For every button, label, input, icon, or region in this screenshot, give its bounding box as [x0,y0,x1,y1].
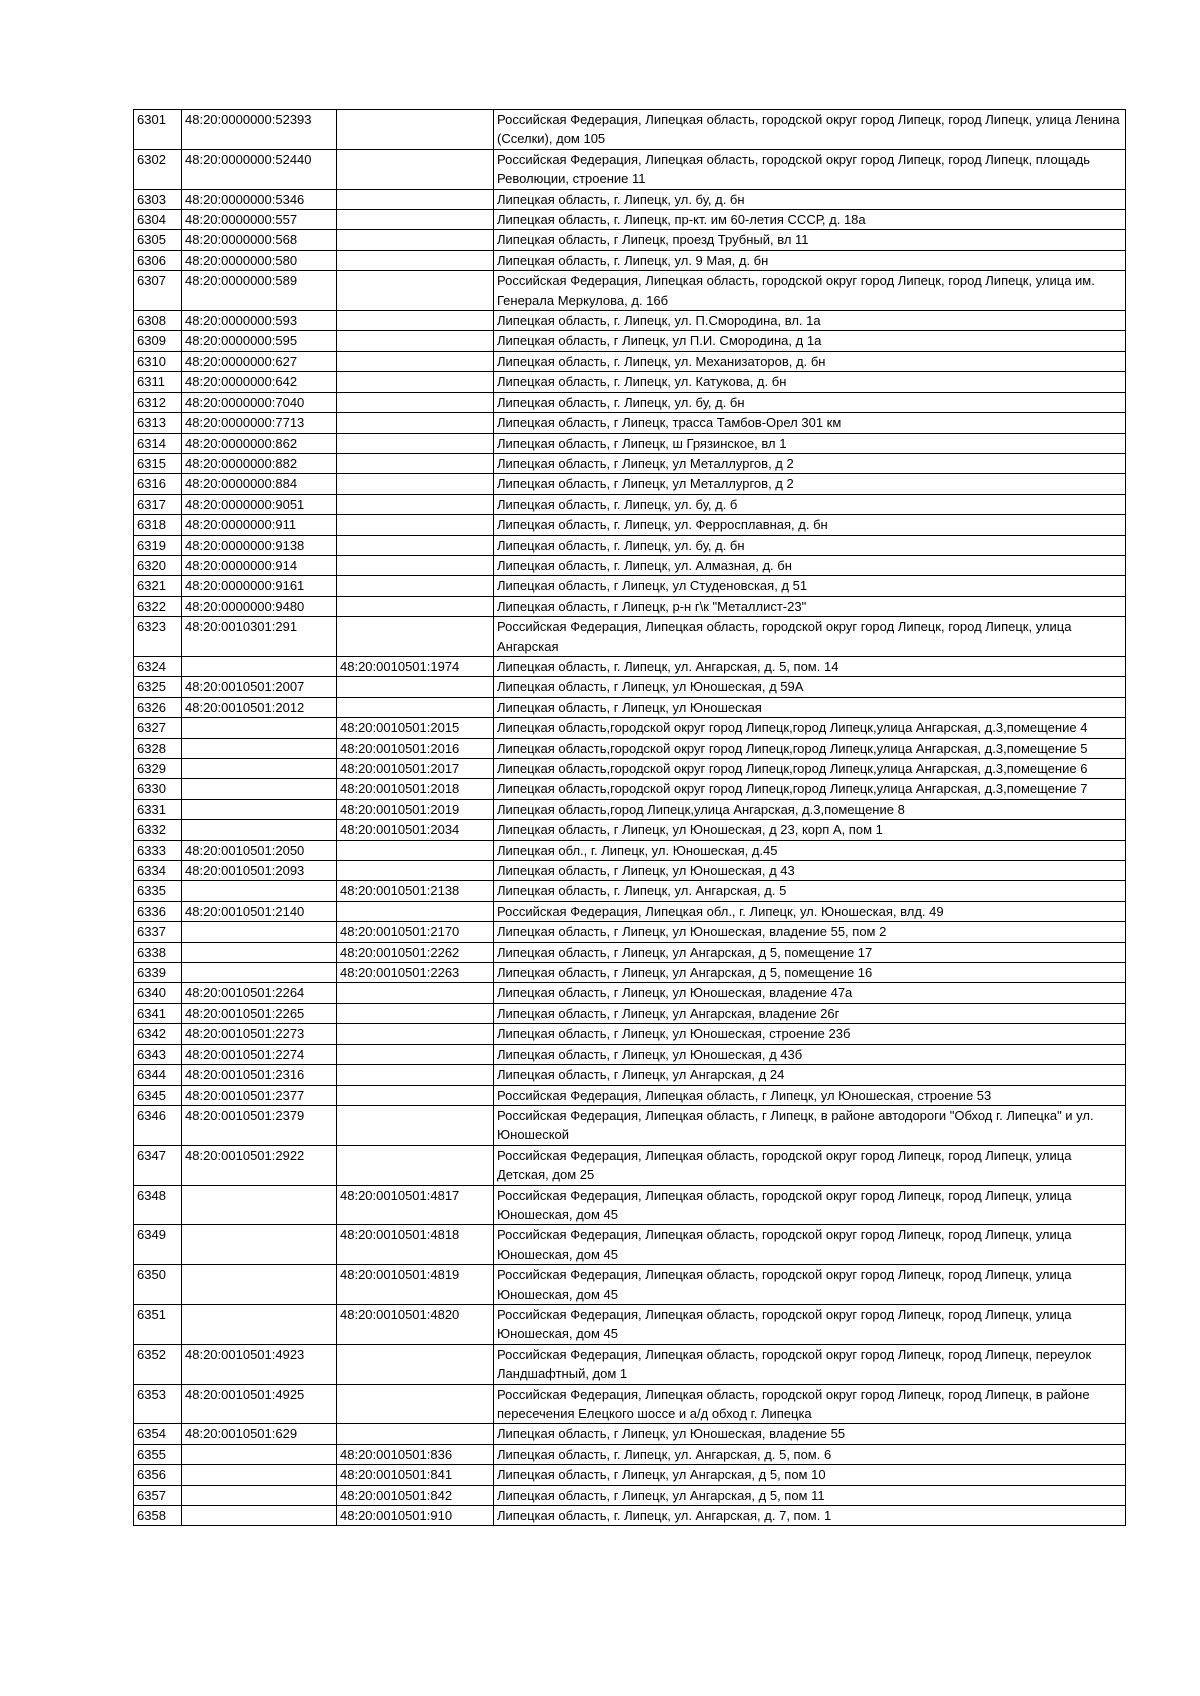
object-cadastral-number-cell [337,1424,494,1444]
row-number-cell: 6358 [134,1506,182,1526]
row-number-cell: 6315 [134,453,182,473]
land-cadastral-number-cell: 48:20:0000000:9051 [182,494,337,514]
land-cadastral-number-cell [182,799,337,819]
table-body [134,110,1126,1526]
object-cadastral-number-cell [337,250,494,270]
object-cadastral-number-cell: 48:20:0010501:4817 [337,1185,494,1225]
object-cadastral-number-cell [337,535,494,555]
row-number-cell: 6334 [134,861,182,881]
land-cadastral-number-cell [182,881,337,901]
cadastral-table [133,109,1126,1526]
address-cell: Российская Федерация, Липецкая область, городской округ город Липецк, город Липецк, улица Юношеская, дом 45 [494,1185,1126,1225]
row-number-cell: 6301 [134,110,182,150]
row-number-cell: 6338 [134,942,182,962]
land-cadastral-number-cell: 48:20:0000000:9161 [182,576,337,596]
land-cadastral-number-cell: 48:20:0010501:2140 [182,901,337,921]
row-number-cell: 6333 [134,840,182,860]
address-cell: Российская Федерация, Липецкая область, городской округ город Липецк, город Липецк, площадь Революции, строение 11 [494,149,1126,189]
land-cadastral-number-cell: 48:20:0000000:9138 [182,535,337,555]
land-cadastral-number-cell: 48:20:0000000:911 [182,515,337,535]
table-row [134,1085,1126,1105]
row-number-cell: 6352 [134,1344,182,1384]
table-row [134,1105,1126,1145]
row-number-cell: 6323 [134,617,182,657]
object-cadastral-number-cell [337,1024,494,1044]
address-cell: Липецкая область, г. Липецк, ул. Ангарская, д. 7, пом. 1 [494,1506,1126,1526]
table-row [134,576,1126,596]
table-row [134,861,1126,881]
table-row [134,453,1126,473]
land-cadastral-number-cell: 48:20:0010501:2377 [182,1085,337,1105]
table-row [134,433,1126,453]
table-row [134,759,1126,779]
table-row [134,942,1126,962]
table-row [134,1444,1126,1464]
address-cell: Липецкая область, г Липецк, ул Ангарская, д 5, помещение 16 [494,963,1126,983]
address-cell: Российская Федерация, Липецкая область, городской округ город Липецк, город Липецк, улица им. Генерала Меркулова, д. 16б [494,271,1126,311]
table-row [134,1145,1126,1185]
land-cadastral-number-cell [182,759,337,779]
address-cell: Липецкая область, г Липецк, ул Ангарская, д 5, пом 11 [494,1485,1126,1505]
address-cell: Российская Федерация, Липецкая область, городской округ город Липецк, город Липецк, улица Юношеская, дом 45 [494,1304,1126,1344]
table-row [134,718,1126,738]
address-cell: Российская Федерация, Липецкая область, г Липецк, в районе автодороги "Обход г. Липецка" и ул. Юношеской [494,1105,1126,1145]
land-cadastral-number-cell [182,922,337,942]
address-cell: Липецкая область, г. Липецк, ул. бу, д. бн [494,535,1126,555]
row-number-cell: 6312 [134,392,182,412]
table-row [134,110,1126,150]
object-cadastral-number-cell [337,1344,494,1384]
object-cadastral-number-cell [337,901,494,921]
address-cell: Липецкая область, г Липецк, ул Ангарская, владение 26г [494,1003,1126,1023]
land-cadastral-number-cell [182,1465,337,1485]
object-cadastral-number-cell: 48:20:0010501:836 [337,1444,494,1464]
address-cell: Липецкая область, г Липецк, ш Грязинское, вл 1 [494,433,1126,453]
table-row [134,331,1126,351]
object-cadastral-number-cell [337,311,494,331]
object-cadastral-number-cell [337,1044,494,1064]
land-cadastral-number-cell [182,718,337,738]
address-cell: Российская Федерация, Липецкая область, городской округ город Липецк, город Липецк, улица Детская, дом 25 [494,1145,1126,1185]
address-cell: Липецкая область,городской округ город Липецк,город Липецк,улица Ангарская, д.3,помещение 5 [494,738,1126,758]
object-cadastral-number-cell [337,149,494,189]
object-cadastral-number-cell: 48:20:0010501:4818 [337,1225,494,1265]
row-number-cell: 6335 [134,881,182,901]
land-cadastral-number-cell [182,1225,337,1265]
table-row [134,1003,1126,1023]
address-cell: Липецкая область, г Липецк, проезд Трубный, вл 11 [494,230,1126,250]
address-cell: Липецкая область, г Липецк, ул Ангарская, д 24 [494,1065,1126,1085]
land-cadastral-number-cell: 48:20:0000000:595 [182,331,337,351]
land-cadastral-number-cell [182,1304,337,1344]
address-cell: Липецкая область, г. Липецк, ул. бу, д. бн [494,189,1126,209]
land-cadastral-number-cell [182,1506,337,1526]
address-cell: Липецкая область,городской округ город Липецк,город Липецк,улица Ангарская, д.3,помещение 4 [494,718,1126,738]
object-cadastral-number-cell: 48:20:0010501:2262 [337,942,494,962]
row-number-cell: 6342 [134,1024,182,1044]
land-cadastral-number-cell: 48:20:0000000:52440 [182,149,337,189]
land-cadastral-number-cell: 48:20:0000000:7713 [182,413,337,433]
table-row [134,1225,1126,1265]
row-number-cell: 6348 [134,1185,182,1225]
table-row [134,149,1126,189]
object-cadastral-number-cell [337,515,494,535]
land-cadastral-number-cell [182,820,337,840]
row-number-cell: 6326 [134,697,182,717]
land-cadastral-number-cell: 48:20:0000000:627 [182,351,337,371]
land-cadastral-number-cell: 48:20:0000000:884 [182,474,337,494]
object-cadastral-number-cell [337,351,494,371]
land-cadastral-number-cell: 48:20:0000000:642 [182,372,337,392]
row-number-cell: 6320 [134,555,182,575]
row-number-cell: 6340 [134,983,182,1003]
row-number-cell: 6345 [134,1085,182,1105]
table-row [134,535,1126,555]
row-number-cell: 6321 [134,576,182,596]
object-cadastral-number-cell [337,413,494,433]
object-cadastral-number-cell [337,617,494,657]
object-cadastral-number-cell: 48:20:0010501:2018 [337,779,494,799]
table-row [134,1384,1126,1424]
row-number-cell: 6347 [134,1145,182,1185]
land-cadastral-number-cell: 48:20:0010501:2050 [182,840,337,860]
land-cadastral-number-cell [182,963,337,983]
row-number-cell: 6322 [134,596,182,616]
row-number-cell: 6309 [134,331,182,351]
table-row [134,738,1126,758]
object-cadastral-number-cell: 48:20:0010501:841 [337,1465,494,1485]
land-cadastral-number-cell: 48:20:0000000:862 [182,433,337,453]
land-cadastral-number-cell: 48:20:0010501:2273 [182,1024,337,1044]
land-cadastral-number-cell: 48:20:0000000:914 [182,555,337,575]
table-row [134,1424,1126,1444]
row-number-cell: 6357 [134,1485,182,1505]
object-cadastral-number-cell [337,494,494,514]
object-cadastral-number-cell [337,677,494,697]
row-number-cell: 6324 [134,656,182,676]
address-cell: Российская Федерация, Липецкая область, городской округ город Липецк, город Липецк, переулок Ландшафтный, дом 1 [494,1344,1126,1384]
row-number-cell: 6303 [134,189,182,209]
land-cadastral-number-cell: 48:20:0000000:52393 [182,110,337,150]
row-number-cell: 6318 [134,515,182,535]
address-cell: Липецкая область, г Липецк, ул Юношеская, владение 47а [494,983,1126,1003]
table-row [134,210,1126,230]
object-cadastral-number-cell: 48:20:0010501:2034 [337,820,494,840]
land-cadastral-number-cell [182,656,337,676]
object-cadastral-number-cell [337,453,494,473]
land-cadastral-number-cell [182,738,337,758]
row-number-cell: 6351 [134,1304,182,1344]
land-cadastral-number-cell [182,1444,337,1464]
land-cadastral-number-cell: 48:20:0010501:2274 [182,1044,337,1064]
address-cell: Липецкая область, г Липецк, ул Юношеская, д 43 [494,861,1126,881]
table-row [134,413,1126,433]
object-cadastral-number-cell [337,271,494,311]
row-number-cell: 6313 [134,413,182,433]
land-cadastral-number-cell: 48:20:0010501:2012 [182,697,337,717]
table-row [134,1485,1126,1505]
address-cell: Липецкая область, г. Липецк, ул. Алмазная, д. бн [494,555,1126,575]
address-cell: Липецкая область, г. Липецк, ул. бу, д. бн [494,392,1126,412]
address-cell: Липецкая область,город Липецк,улица Ангарская, д.3,помещение 8 [494,799,1126,819]
address-cell: Липецкая область, г Липецк, ул Юношеская, владение 55, пом 2 [494,922,1126,942]
object-cadastral-number-cell [337,596,494,616]
address-cell: Липецкая область, г Липецк, трасса Тамбов-Орел 301 км [494,413,1126,433]
row-number-cell: 6317 [134,494,182,514]
object-cadastral-number-cell: 48:20:0010501:2019 [337,799,494,819]
address-cell: Липецкая область, г. Липецк, ул. 9 Мая, д. бн [494,250,1126,270]
land-cadastral-number-cell: 48:20:0000000:580 [182,250,337,270]
address-cell: Липецкая область, г. Липецк, ул. Ангарская, д. 5, пом. 14 [494,656,1126,676]
object-cadastral-number-cell: 48:20:0010501:2170 [337,922,494,942]
object-cadastral-number-cell: 48:20:0010501:2138 [337,881,494,901]
land-cadastral-number-cell: 48:20:0000000:589 [182,271,337,311]
object-cadastral-number-cell: 48:20:0010501:842 [337,1485,494,1505]
object-cadastral-number-cell [337,1085,494,1105]
row-number-cell: 6355 [134,1444,182,1464]
address-cell: Российская Федерация, Липецкая обл., г. Липецк, ул. Юношеская, влд. 49 [494,901,1126,921]
table-row [134,840,1126,860]
address-cell: Липецкая область, г Липецк, ул Юношеская, д 59А [494,677,1126,697]
object-cadastral-number-cell [337,861,494,881]
land-cadastral-number-cell [182,1185,337,1225]
land-cadastral-number-cell [182,1485,337,1505]
table-row [134,656,1126,676]
object-cadastral-number-cell: 48:20:0010501:2015 [337,718,494,738]
land-cadastral-number-cell: 48:20:0000000:557 [182,210,337,230]
object-cadastral-number-cell [337,1145,494,1185]
address-cell: Липецкая область, г. Липецк, пр-кт. им 60-летия СССР, д. 18а [494,210,1126,230]
land-cadastral-number-cell: 48:20:0000000:5346 [182,189,337,209]
row-number-cell: 6304 [134,210,182,230]
row-number-cell: 6336 [134,901,182,921]
address-cell: Липецкая область, г Липецк, р-н г\к "Металлист-23" [494,596,1126,616]
object-cadastral-number-cell [337,1003,494,1023]
address-cell: Российская Федерация, Липецкая область, городской округ город Липецк, город Липецк, улица Юношеская, дом 45 [494,1265,1126,1305]
land-cadastral-number-cell: 48:20:0010501:4923 [182,1344,337,1384]
table-row [134,392,1126,412]
row-number-cell: 6316 [134,474,182,494]
land-cadastral-number-cell: 48:20:0010501:2264 [182,983,337,1003]
row-number-cell: 6337 [134,922,182,942]
row-number-cell: 6314 [134,433,182,453]
object-cadastral-number-cell: 48:20:0010501:2016 [337,738,494,758]
row-number-cell: 6332 [134,820,182,840]
land-cadastral-number-cell: 48:20:0010501:2922 [182,1145,337,1185]
row-number-cell: 6305 [134,230,182,250]
table-row [134,494,1126,514]
address-cell: Липецкая область, г Липецк, ул Ангарская, д 5, пом 10 [494,1465,1126,1485]
land-cadastral-number-cell: 48:20:0000000:593 [182,311,337,331]
object-cadastral-number-cell [337,840,494,860]
object-cadastral-number-cell: 48:20:0010501:1974 [337,656,494,676]
row-number-cell: 6308 [134,311,182,331]
object-cadastral-number-cell [337,1065,494,1085]
row-number-cell: 6329 [134,759,182,779]
row-number-cell: 6310 [134,351,182,371]
table-row [134,799,1126,819]
object-cadastral-number-cell [337,392,494,412]
table-row [134,1024,1126,1044]
table-row [134,311,1126,331]
row-number-cell: 6354 [134,1424,182,1444]
address-cell: Липецкая область, г Липецк, ул Юношеская [494,697,1126,717]
table-row [134,250,1126,270]
address-cell: Российская Федерация, Липецкая область, городской округ город Липецк, город Липецк, улица Ленина (Сселки), дом 105 [494,110,1126,150]
table-row [134,372,1126,392]
address-cell: Липецкая область, г. Липецк, ул. Ангарская, д. 5 [494,881,1126,901]
table-row [134,555,1126,575]
land-cadastral-number-cell: 48:20:0010501:2316 [182,1065,337,1085]
table-row [134,963,1126,983]
object-cadastral-number-cell: 48:20:0010501:4820 [337,1304,494,1344]
object-cadastral-number-cell: 48:20:0010501:4819 [337,1265,494,1305]
table-row [134,1065,1126,1085]
table-row [134,779,1126,799]
land-cadastral-number-cell: 48:20:0000000:9480 [182,596,337,616]
address-cell: Липецкая область, г Липецк, ул Юношеская, владение 55 [494,1424,1126,1444]
table-row [134,697,1126,717]
land-cadastral-number-cell: 48:20:0010501:2379 [182,1105,337,1145]
address-cell: Липецкая область,городской округ город Липецк,город Липецк,улица Ангарская, д.3,помещение 6 [494,759,1126,779]
address-cell: Липецкая область,городской округ город Липецк,город Липецк,улица Ангарская, д.3,помещение 7 [494,779,1126,799]
address-cell: Российская Федерация, Липецкая область, городской округ город Липецк, город Липецк, улица Юношеская, дом 45 [494,1225,1126,1265]
address-cell: Липецкая область, г. Липецк, ул. Ангарская, д. 5, пом. 6 [494,1444,1126,1464]
address-cell: Липецкая область, г. Липецк, ул. П.Смородина, вл. 1а [494,311,1126,331]
land-cadastral-number-cell: 48:20:0010501:4925 [182,1384,337,1424]
object-cadastral-number-cell [337,210,494,230]
address-cell: Российская Федерация, Липецкая область, городской округ город Липецк, город Липецк, улица Ангарская [494,617,1126,657]
object-cadastral-number-cell [337,1384,494,1424]
address-cell: Российская Федерация, Липецкая область, городской округ город Липецк, город Липецк, в районе пересечения Елецкого шоссе и а/д обход г. Липецка [494,1384,1126,1424]
table-row [134,271,1126,311]
object-cadastral-number-cell: 48:20:0010501:2017 [337,759,494,779]
table-row [134,1506,1126,1526]
table-row [134,881,1126,901]
land-cadastral-number-cell [182,779,337,799]
table-row [134,515,1126,535]
address-cell: Липецкая область, г Липецк, ул Студеновская, д 51 [494,576,1126,596]
address-cell: Липецкая область, г Липецк, ул Ангарская, д 5, помещение 17 [494,942,1126,962]
table-row [134,351,1126,371]
table-row [134,677,1126,697]
table-row [134,1304,1126,1344]
land-cadastral-number-cell: 48:20:0010501:2265 [182,1003,337,1023]
row-number-cell: 6343 [134,1044,182,1064]
row-number-cell: 6331 [134,799,182,819]
address-cell: Липецкая область, г Липецк, ул Металлургов, д 2 [494,453,1126,473]
object-cadastral-number-cell [337,474,494,494]
object-cadastral-number-cell [337,110,494,150]
address-cell: Липецкая область, г. Липецк, ул. Механизаторов, д. бн [494,351,1126,371]
table-row [134,820,1126,840]
land-cadastral-number-cell: 48:20:0010501:2093 [182,861,337,881]
row-number-cell: 6346 [134,1105,182,1145]
object-cadastral-number-cell [337,230,494,250]
object-cadastral-number-cell [337,189,494,209]
row-number-cell: 6344 [134,1065,182,1085]
table-row [134,596,1126,616]
object-cadastral-number-cell [337,983,494,1003]
object-cadastral-number-cell [337,555,494,575]
land-cadastral-number-cell [182,1265,337,1305]
row-number-cell: 6328 [134,738,182,758]
address-cell: Липецкая область, г Липецк, ул Юношеская, д 23, корп А, пом 1 [494,820,1126,840]
row-number-cell: 6319 [134,535,182,555]
object-cadastral-number-cell [337,576,494,596]
row-number-cell: 6325 [134,677,182,697]
address-cell: Липецкая область, г. Липецк, ул. Ферросплавная, д. бн [494,515,1126,535]
row-number-cell: 6353 [134,1384,182,1424]
table-row [134,1044,1126,1064]
row-number-cell: 6339 [134,963,182,983]
address-cell: Липецкая область, г Липецк, ул Юношеская, строение 23б [494,1024,1126,1044]
object-cadastral-number-cell [337,372,494,392]
row-number-cell: 6306 [134,250,182,270]
object-cadastral-number-cell [337,1105,494,1145]
row-number-cell: 6302 [134,149,182,189]
table-row [134,1185,1126,1225]
table-row [134,901,1126,921]
row-number-cell: 6307 [134,271,182,311]
row-number-cell: 6356 [134,1465,182,1485]
object-cadastral-number-cell: 48:20:0010501:2263 [337,963,494,983]
table-row [134,230,1126,250]
land-cadastral-number-cell: 48:20:0000000:7040 [182,392,337,412]
row-number-cell: 6311 [134,372,182,392]
table-row [134,1344,1126,1384]
object-cadastral-number-cell [337,331,494,351]
table-row [134,1265,1126,1305]
address-cell: Липецкая обл., г. Липецк, ул. Юношеская, д.45 [494,840,1126,860]
table-row [134,474,1126,494]
table-row [134,617,1126,657]
table-row [134,983,1126,1003]
address-cell: Липецкая область, г. Липецк, ул. бу, д. б [494,494,1126,514]
table-row [134,922,1126,942]
land-cadastral-number-cell: 48:20:0000000:568 [182,230,337,250]
land-cadastral-number-cell: 48:20:0010501:2007 [182,677,337,697]
object-cadastral-number-cell: 48:20:0010501:910 [337,1506,494,1526]
land-cadastral-number-cell: 48:20:0000000:882 [182,453,337,473]
object-cadastral-number-cell [337,697,494,717]
address-cell: Липецкая область, г. Липецк, ул. Катукова, д. бн [494,372,1126,392]
row-number-cell: 6349 [134,1225,182,1265]
table-row [134,1465,1126,1485]
row-number-cell: 6350 [134,1265,182,1305]
row-number-cell: 6327 [134,718,182,738]
land-cadastral-number-cell: 48:20:0010301:291 [182,617,337,657]
row-number-cell: 6341 [134,1003,182,1023]
address-cell: Липецкая область, г Липецк, ул П.И. Смородина, д 1а [494,331,1126,351]
address-cell: Липецкая область, г Липецк, ул Юношеская, д 43б [494,1044,1126,1064]
object-cadastral-number-cell [337,433,494,453]
land-cadastral-number-cell [182,942,337,962]
land-cadastral-number-cell: 48:20:0010501:629 [182,1424,337,1444]
address-cell: Липецкая область, г Липецк, ул Металлургов, д 2 [494,474,1126,494]
row-number-cell: 6330 [134,779,182,799]
table-row [134,189,1126,209]
address-cell: Российская Федерация, Липецкая область, г Липецк, ул Юношеская, строение 53 [494,1085,1126,1105]
